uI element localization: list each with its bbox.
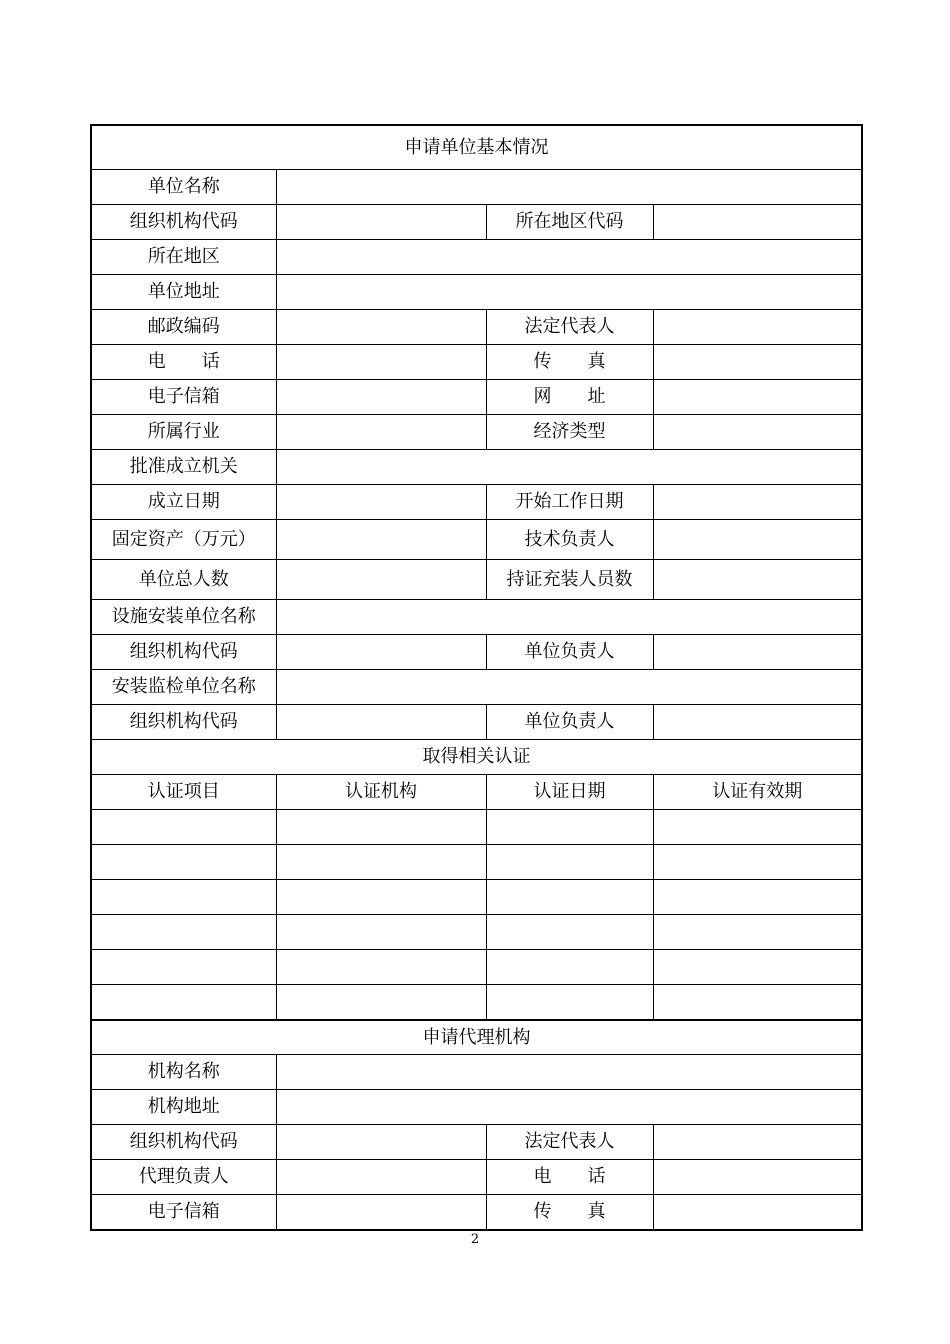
label-fax: 传 真 (486, 345, 653, 380)
cert-row (91, 880, 862, 915)
cert-item-cell[interactable] (91, 810, 276, 845)
label-inspect-unit-name: 安装监检单位名称 (91, 670, 276, 705)
field-agency-address[interactable] (276, 1090, 862, 1125)
label-total-staff: 单位总人数 (91, 560, 276, 600)
field-fixed-assets[interactable] (276, 520, 486, 560)
cert-date-cell[interactable] (486, 950, 653, 985)
cert-date-cell[interactable] (486, 915, 653, 950)
cert-header-org: 认证机构 (276, 775, 486, 810)
label-website: 网 址 (486, 380, 653, 415)
cert-date-cell[interactable] (486, 985, 653, 1021)
cert-org-cell[interactable] (276, 845, 486, 880)
label-agency-legal-rep: 法定代表人 (486, 1125, 653, 1160)
field-tech-lead[interactable] (653, 520, 862, 560)
field-industry[interactable] (276, 415, 486, 450)
label-agency-lead: 代理负责人 (91, 1160, 276, 1195)
field-postcode[interactable] (276, 310, 486, 345)
cert-header-item: 认证项目 (91, 775, 276, 810)
field-approval-org[interactable] (276, 450, 862, 485)
cert-validity-cell[interactable] (653, 915, 862, 950)
label-start-work-date: 开始工作日期 (486, 485, 653, 520)
cert-validity-cell[interactable] (653, 845, 862, 880)
cert-org-cell[interactable] (276, 880, 486, 915)
field-agency-email[interactable] (276, 1195, 486, 1231)
label-founded-date: 成立日期 (91, 485, 276, 520)
cert-row (91, 845, 862, 880)
label-phone: 电 话 (91, 345, 276, 380)
page-number: 2 (470, 1232, 480, 1247)
label-legal-rep: 法定代表人 (486, 310, 653, 345)
label-install-org-code: 组织机构代码 (91, 635, 276, 670)
cert-date-cell[interactable] (486, 880, 653, 915)
cert-item-cell[interactable] (91, 880, 276, 915)
label-inspect-unit-lead: 单位负责人 (486, 705, 653, 740)
field-agency-lead[interactable] (276, 1160, 486, 1195)
label-unit-name: 单位名称 (91, 170, 276, 205)
section-title-certs: 取得相关认证 (91, 740, 862, 775)
field-certified-staff[interactable] (653, 560, 862, 600)
label-certified-staff: 持证充装人员数 (486, 560, 653, 600)
label-agency-fax: 传 真 (486, 1195, 653, 1231)
field-agency-org-code[interactable] (276, 1125, 486, 1160)
label-industry: 所属行业 (91, 415, 276, 450)
cert-item-cell[interactable] (91, 950, 276, 985)
field-unit-name[interactable] (276, 170, 862, 205)
field-region[interactable] (276, 240, 862, 275)
label-postcode: 邮政编码 (91, 310, 276, 345)
cert-row (91, 950, 862, 985)
cert-item-cell[interactable] (91, 845, 276, 880)
cert-row (91, 810, 862, 845)
field-region-code[interactable] (653, 205, 862, 240)
field-agency-phone[interactable] (653, 1160, 862, 1195)
field-agency-fax[interactable] (653, 1195, 862, 1231)
cert-date-cell[interactable] (486, 810, 653, 845)
field-org-code[interactable] (276, 205, 486, 240)
label-region: 所在地区 (91, 240, 276, 275)
label-inspect-org-code: 组织机构代码 (91, 705, 276, 740)
field-founded-date[interactable] (276, 485, 486, 520)
cert-org-cell[interactable] (276, 985, 486, 1021)
cert-validity-cell[interactable] (653, 810, 862, 845)
field-email[interactable] (276, 380, 486, 415)
section-title-applicant: 申请单位基本情况 (91, 125, 862, 170)
cert-validity-cell[interactable] (653, 985, 862, 1021)
cert-validity-cell[interactable] (653, 950, 862, 985)
label-agency-address: 机构地址 (91, 1090, 276, 1125)
field-legal-rep[interactable] (653, 310, 862, 345)
label-install-unit-name: 设施安装单位名称 (91, 600, 276, 635)
cert-row (91, 985, 862, 1021)
label-org-code: 组织机构代码 (91, 205, 276, 240)
label-approval-org: 批准成立机关 (91, 450, 276, 485)
label-tech-lead: 技术负责人 (486, 520, 653, 560)
cert-row (91, 915, 862, 950)
label-agency-phone: 电 话 (486, 1160, 653, 1195)
cert-header-date: 认证日期 (486, 775, 653, 810)
label-agency-name: 机构名称 (91, 1055, 276, 1090)
cert-org-cell[interactable] (276, 915, 486, 950)
field-inspect-org-code[interactable] (276, 705, 486, 740)
cert-validity-cell[interactable] (653, 880, 862, 915)
label-fixed-assets: 固定资产（万元） (91, 520, 276, 560)
cert-header-validity: 认证有效期 (653, 775, 862, 810)
field-phone[interactable] (276, 345, 486, 380)
field-address[interactable] (276, 275, 862, 310)
cert-org-cell[interactable] (276, 810, 486, 845)
cert-date-cell[interactable] (486, 845, 653, 880)
field-total-staff[interactable] (276, 560, 486, 600)
label-install-unit-lead: 单位负责人 (486, 635, 653, 670)
field-install-unit-name[interactable] (276, 600, 862, 635)
field-fax[interactable] (653, 345, 862, 380)
label-agency-email: 电子信箱 (91, 1195, 276, 1231)
field-website[interactable] (653, 380, 862, 415)
cert-org-cell[interactable] (276, 950, 486, 985)
label-address: 单位地址 (91, 275, 276, 310)
cert-item-cell[interactable] (91, 985, 276, 1021)
field-econ-type[interactable] (653, 415, 862, 450)
field-inspect-unit-lead[interactable] (653, 705, 862, 740)
field-install-org-code[interactable] (276, 635, 486, 670)
field-agency-legal-rep[interactable] (653, 1125, 862, 1160)
label-agency-org-code: 组织机构代码 (91, 1125, 276, 1160)
field-start-work-date[interactable] (653, 485, 862, 520)
cert-item-cell[interactable] (91, 915, 276, 950)
field-agency-name[interactable] (276, 1055, 862, 1090)
section-title-agency: 申请代理机构 (91, 1020, 862, 1055)
field-inspect-unit-name[interactable] (276, 670, 862, 705)
field-install-unit-lead[interactable] (653, 635, 862, 670)
label-econ-type: 经济类型 (486, 415, 653, 450)
label-region-code: 所在地区代码 (486, 205, 653, 240)
label-email: 电子信箱 (91, 380, 276, 415)
application-form-table (90, 124, 863, 1231)
